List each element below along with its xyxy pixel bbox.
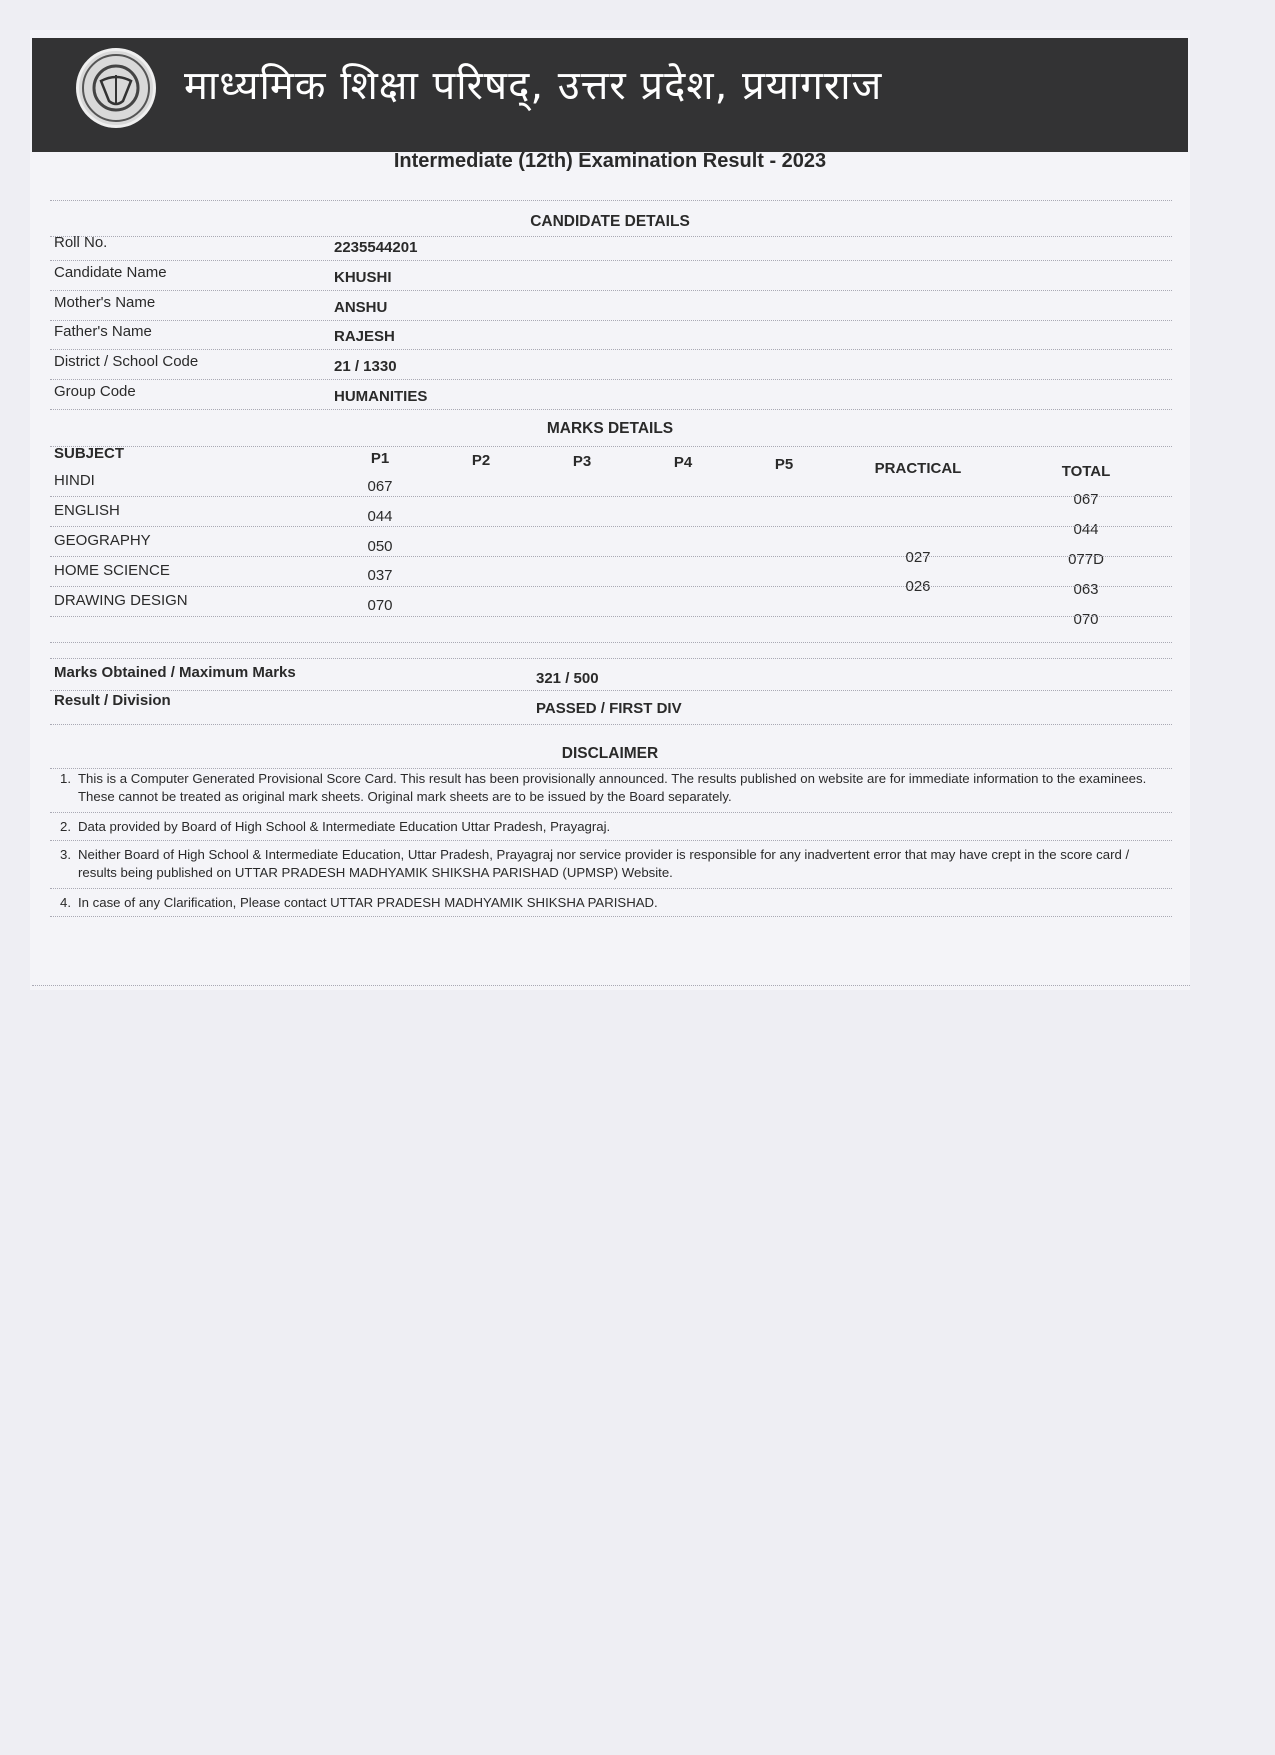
col-p4: P4 bbox=[673, 454, 693, 471]
disclaimer-number: 2. bbox=[60, 819, 71, 834]
header-banner bbox=[32, 38, 1188, 152]
disclaimer-number: 1. bbox=[60, 771, 71, 786]
col-p1: P1 bbox=[370, 450, 390, 467]
divider bbox=[50, 916, 1172, 917]
divider bbox=[50, 200, 1172, 201]
board-logo bbox=[76, 48, 156, 128]
divider bbox=[50, 496, 1172, 497]
total-cell: 067 bbox=[1073, 491, 1099, 508]
p1-cell: 070 bbox=[367, 597, 393, 614]
total-cell: 044 bbox=[1073, 521, 1099, 538]
sheet-bottom-border bbox=[32, 985, 1190, 986]
practical-cell: 026 bbox=[905, 578, 931, 595]
field-value: 21 / 1330 bbox=[334, 358, 397, 375]
col-subject: SUBJECT bbox=[54, 445, 125, 462]
divider bbox=[50, 724, 1172, 725]
divider bbox=[50, 556, 1172, 557]
field-value: KHUSHI bbox=[334, 269, 392, 286]
disclaimer-item bbox=[60, 894, 1170, 912]
divider bbox=[50, 888, 1172, 889]
col-p3: P3 bbox=[572, 453, 592, 470]
marks-section-title: MARKS DETAILS bbox=[546, 420, 674, 437]
subject-cell: HINDI bbox=[54, 472, 95, 489]
divider bbox=[50, 642, 1172, 643]
field-value: 2235544201 bbox=[334, 239, 418, 256]
marks-obtained-value: 321 / 500 bbox=[536, 670, 599, 687]
field-label: Candidate Name bbox=[54, 264, 167, 281]
disclaimer-text: This is a Computer Generated Provisional Score Card. This result has been provisionally announced. The results published on website are for immediate information to the examinees. These cannot be treated as original mark sheets. Original mark sheets are to be issued by the Board separately. bbox=[78, 771, 1147, 804]
disclaimer-text: Neither Board of High School & Intermediate Education, Uttar Pradesh, Prayagraj nor service provider is responsible for any inadvertent error that may have crept in the score card / results being published on UTTAR PRADESH MADHYAMIK SHIKSHA PARISHAD (UPMSP) Website. bbox=[78, 847, 1130, 880]
p1-cell: 050 bbox=[367, 538, 393, 555]
marks-obtained-label: Marks Obtained / Maximum Marks bbox=[54, 664, 296, 681]
p1-cell: 044 bbox=[367, 508, 393, 525]
subject-cell: ENGLISH bbox=[54, 502, 120, 519]
field-label: Mother's Name bbox=[54, 294, 156, 311]
divider bbox=[50, 616, 1172, 617]
total-cell: 070 bbox=[1073, 611, 1099, 628]
total-cell: 077D bbox=[1068, 551, 1104, 568]
col-p2: P2 bbox=[471, 452, 491, 469]
subject-cell: HOME SCIENCE bbox=[54, 562, 170, 579]
divider bbox=[50, 320, 1172, 321]
disclaimer-number: 3. bbox=[60, 847, 71, 862]
divider bbox=[50, 236, 1172, 237]
disclaimer-title: DISCLAIMER bbox=[561, 745, 659, 762]
divider bbox=[50, 840, 1172, 841]
divider bbox=[50, 812, 1172, 813]
divider bbox=[50, 586, 1172, 587]
divider bbox=[50, 658, 1172, 659]
p1-cell: 037 bbox=[367, 567, 393, 584]
divider bbox=[50, 260, 1172, 261]
field-label: Group Code bbox=[54, 383, 136, 400]
subject-cell: GEOGRAPHY bbox=[54, 532, 151, 549]
field-label: Father's Name bbox=[54, 323, 152, 340]
divider bbox=[50, 379, 1172, 380]
col-practical: PRACTICAL bbox=[874, 460, 962, 477]
col-total: TOTAL bbox=[1061, 463, 1111, 480]
disclaimer-text: Data provided by Board of High School & Intermediate Education Uttar Pradesh, Prayagraj. bbox=[78, 819, 611, 834]
subject-cell: DRAWING DESIGN bbox=[54, 592, 188, 609]
exam-title: Intermediate (12th) Examination Result - 2023 bbox=[393, 150, 827, 172]
board-name: माध्यमिक शिक्षा परिषद्, उत्तर प्रदेश, प्रयागराज bbox=[184, 63, 883, 109]
field-label: District / School Code bbox=[54, 353, 199, 370]
candidate-section-title: CANDIDATE DETAILS bbox=[530, 213, 690, 230]
p1-cell: 067 bbox=[367, 478, 393, 495]
practical-cell: 027 bbox=[905, 549, 931, 566]
disclaimer-item bbox=[60, 846, 1170, 882]
divider bbox=[50, 446, 1172, 447]
field-value: ANSHU bbox=[334, 299, 388, 316]
field-value: HUMANITIES bbox=[334, 388, 428, 405]
disclaimer-item bbox=[60, 770, 1170, 806]
total-cell: 063 bbox=[1073, 581, 1099, 598]
col-p5: P5 bbox=[774, 456, 794, 473]
result-value: PASSED / FIRST DIV bbox=[536, 700, 682, 717]
divider bbox=[50, 690, 1172, 691]
divider bbox=[50, 768, 1172, 769]
disclaimer-item bbox=[60, 818, 1170, 836]
divider bbox=[50, 409, 1172, 410]
divider bbox=[50, 349, 1172, 350]
divider bbox=[50, 526, 1172, 527]
divider bbox=[50, 290, 1172, 291]
field-label: Roll No. bbox=[54, 234, 108, 251]
field-value: RAJESH bbox=[334, 328, 395, 345]
result-label: Result / Division bbox=[54, 692, 171, 709]
disclaimer-number: 4. bbox=[60, 895, 71, 910]
disclaimer-text: In case of any Clarification, Please contact UTTAR PRADESH MADHYAMIK SHIKSHA PARISHAD. bbox=[78, 895, 658, 910]
